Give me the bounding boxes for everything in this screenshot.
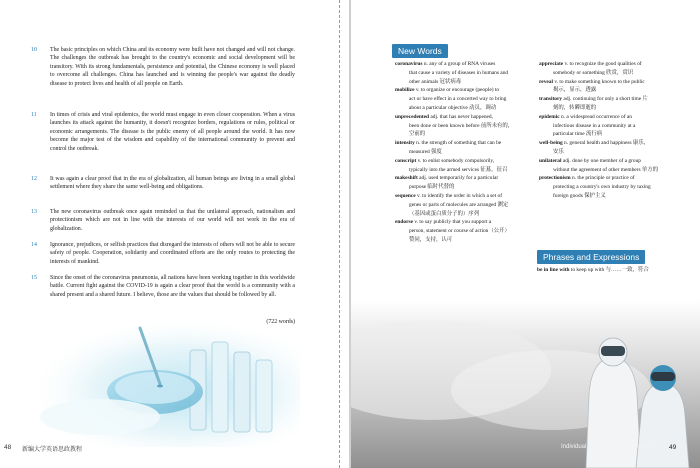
vocab-entry: sequence v. to identify the order in which a set of genes or parts of molecules are arranged 测定 （基因或蛋白质分子的）序列 <box>395 192 509 217</box>
book-title: 新编大学英语思政教程 <box>22 447 83 453</box>
vocab-entry: epidemic n. a widespread occurrence of an infectious disease in a community at a particular time 流行病 <box>539 113 636 138</box>
phrase-entry: be in line with to keep up with 与……一致，符合 <box>537 267 649 273</box>
health-workers-illustration <box>351 300 700 468</box>
left-page <box>0 0 349 468</box>
page-number: 48 <box>4 444 12 451</box>
vocab-entry: unilateral adj. done by one member of a group without the agreement of other members 单方的 <box>539 157 659 173</box>
section-title: Individual and Society <box>561 444 620 450</box>
vocab-entry: conscript v. to enlist somebody compulsorily, typically into the armed services 征募，征召 <box>395 157 508 173</box>
vocab-entry: protectionism n. the principle or practice of protecting a country's own industry by taxing foreign goods 保护主义 <box>539 175 651 199</box>
vocab-entry: unprecedented adj. that has never happened, been done or been known before 前所未有的， 空前的 <box>395 113 514 138</box>
vocab-entry: appreciate v. to recognize the good qualities of somebody or something 欣赏，赏识 <box>539 61 642 76</box>
vocab-entry: well-being n. general health and happiness 康乐， 安乐 <box>539 140 650 155</box>
paragraph-number: 10 <box>31 47 37 53</box>
unit-label: Unit 2 <box>634 444 650 450</box>
paragraph-10: The basic principles on which China and its economy were built have not changed and will not change. The challenges the outbreak has brought to the country's economic and social development will be transitory. With its strong fundamentals, persistence and potential, the Chinese economy is well placed to overcome all challenges. China has launched and is winning the people's war against the deadly disease to protect lives and health of all people on Earth. <box>50 47 295 87</box>
vocab-entry: intensity n. the strength of something that can be measured 强度 <box>395 140 502 155</box>
page-number: 49 <box>669 444 677 451</box>
paragraph-15: Since the onset of the coronavirus pneumonia, all nations have been working together in this worldwide battle. Current fight against the COVID-19 is again a clear proof that the world is a community with a shared present and a shared future. I believe, those are the values that should be followed by all. <box>50 275 295 298</box>
paragraph-number: 11 <box>31 112 37 118</box>
vocabulary-column-2 <box>539 60 694 201</box>
paragraph-11: In times of crisis and viral epidemics, the world must engage in even closer cooperation. When a virus launches its attack against the humanity, it doesn't recognize borders, regulations or rules, political or economic arrangements. The disease is the public enemy of all people around the world. It has now become the major test of the wisdom and capability of the international community to prevent and control the outbreak. <box>50 112 295 152</box>
paragraph-14: Ignorance, prejudices, or selfish practices that disregard the interests of others will not be able to secure safety of people. Cooperation, solidarity and coordinated efforts are the only routes to protecting the interests of mankind. <box>50 242 295 265</box>
vocab-entry: reveal v. to make something known to the public 揭示，显示，透露 <box>539 78 645 94</box>
paragraph-12: It was again a clear proof that in the era of globalization, all human beings are living in a small global settlement where they share the same well-being and obligations. <box>50 176 295 191</box>
right-page <box>351 0 700 468</box>
paragraph-number: 13 <box>31 209 37 215</box>
paragraph-number: 15 <box>31 275 37 281</box>
fold-line <box>339 0 340 468</box>
vocab-entry: makeshift adj. used temporarily for a particular purpose 临时代替的 <box>395 175 499 191</box>
laboratory-illustration <box>40 322 300 447</box>
new-words-heading: New Words <box>392 44 448 58</box>
vocab-entry: coronavirus n. any of a group of RNA viruses that cause a variety of diseases in humans and other animals 冠状病毒 <box>395 61 509 85</box>
paragraph-number: 14 <box>31 242 37 248</box>
vocabulary-column-1 <box>395 60 545 245</box>
vocab-entry: mobilize v. to organize or encourage (people) to act or have effect in a concerted way to bring about a particular objective 动员，调动 <box>395 87 507 111</box>
phrases-heading: Phrases and Expressions <box>537 250 645 264</box>
vocab-entry: endorse v. to say publicly that you support a person, statement or course of action（公开） 赞同，支持，认可 <box>395 219 510 243</box>
vocab-entry: transitory adj. continuing for only a short time 片 刻的，转瞬即逝的 <box>539 96 648 111</box>
paragraph-13: The new coronavirus outbreak once again reminded us that the unilateral approach, nationalism and protectionism which are not in line with the interests of our world will not work in the era of globalization. <box>50 209 295 232</box>
paragraph-number: 12 <box>31 176 37 182</box>
